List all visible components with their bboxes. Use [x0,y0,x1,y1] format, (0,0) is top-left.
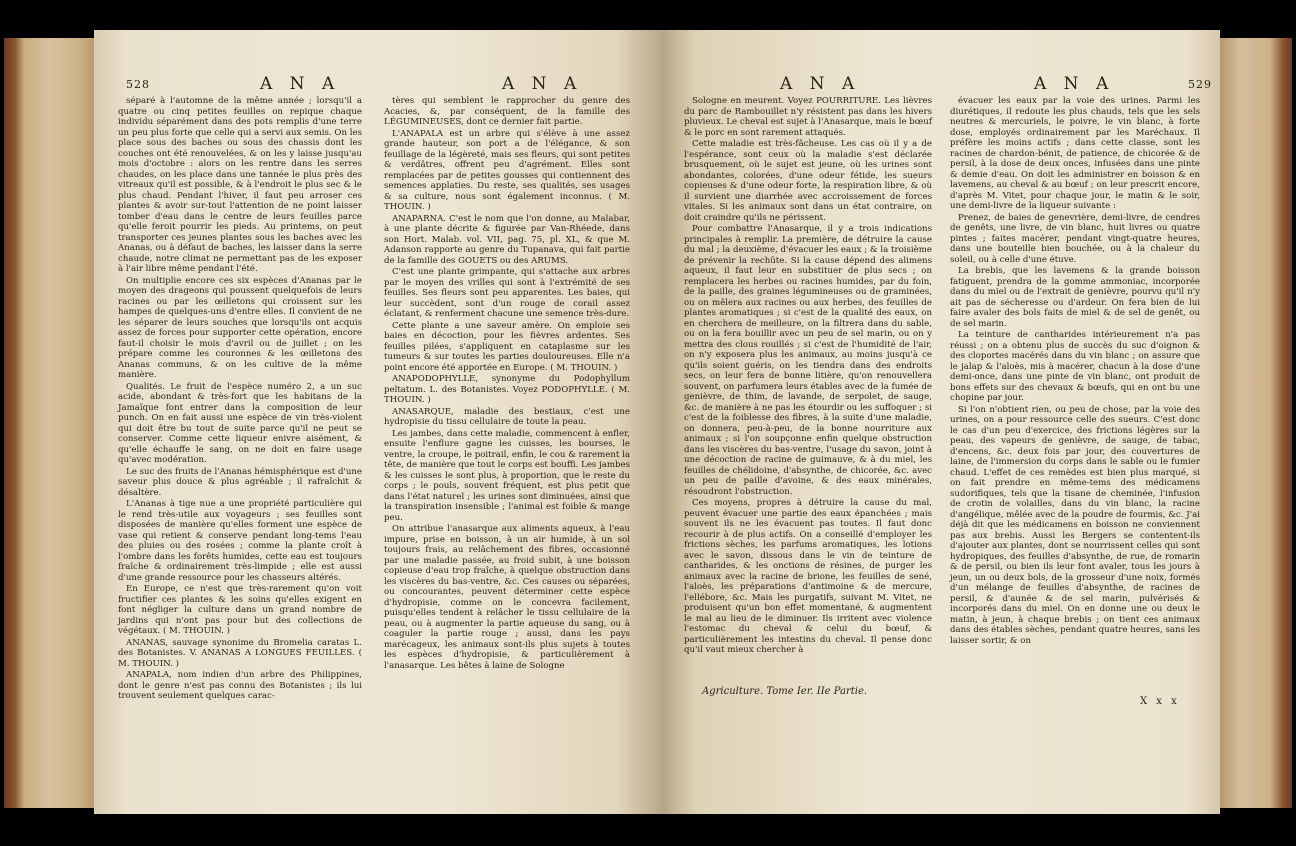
running-head-left: A N A [780,74,861,94]
right-page [662,30,1220,814]
paragraph: Sologne en meurent. Voyez POURRITURE. Les lièvres du parc de Rambouillet n'y résistent pas dans les hivers pluvieux. Le cheval est sujet à l'Anasarque, mais le bœuf & le porc en sont rarement attaqués. [684,96,932,138]
left-page [94,30,662,814]
page-edges-right [1218,38,1292,808]
paragraph: séparé à l'automne de la même année ; lorsqu'il a quatre ou cinq petites feuilles on repique chaque individu séparément dans des pots remplis d'une terre un peu plus forte que celle qui a servi aux semis. On les place sous des baches ou sous des chassis dont les couches ont été renouvelées, & on les y laisse jusqu'au mois d'octobre : alors on les rentre dans les serres chaudes, on les place dans une tannée le plus près des vitreaux qu'il est possible, & à l'endroit le plus sec & le plus chaud. Pendant l'hiver, il faut peu arroser ces plantes & avoir sur-tout l'attention de ne point laisser tomber d'eau dans le centre de leurs feuilles parce qu'elle feroit pourrir les pieds. Au printems, on peut transporter ces jeunes plantes sous les baches avec les Ananas, ou à défaut de baches, les laisser dans la serre chaude, notre climat ne permettant pas de les exposer à l'air libre même pendant l'été. [118,96,362,274]
text-column-1 [684,96,932,657]
paragraph: Les jambes, dans cette maladie, commencent à enfler, ensuite l'enflure gagne les cuisses, les bourses, le ventre, la croupe, le poitrail, enfin, le cou & rarement la tête, de manière que tout le corps est bouffi. Les jambes & les cuisses le sont plus, à proportion, que le reste du corps ; le pouls, souvent fréquent, est plus petit que dans l'état naturel ; les urines sont diminuées, ainsi que la transpiration insensible ; l'animal est foible & mange peu. [384,428,631,523]
open-book [4,30,1292,814]
paragraph: On attribue l'anasarque aux aliments aqueux, à l'eau impure, prise en boisson, à un air humide, à un sol toujours frais, au relâchement des fibres, occasionné par une maladie passée, au froid subit, à une boisson copieuse d'eau trop fraîche, à quelque obstruction dans les viscères du bas-ventre, &c. Ces causes ou séparées, ou concourantes, peuvent déterminer cette espèce d'hydropisie, comme on le concevra facilement, puisqu'elles tendent à relâcher le tissu cellulaire de la peau, ou à augmenter la partie aqueuse du sang, ou à coaguler la partie rouge ; aussi, dans les pays marécageux, les animaux sont-ils plus sujets à toutes les espèces d'hydropisie, & particulièrement à l'anasarque. Les bêtes à laine de Sologne [384,524,630,671]
paragraph: Prenez, de baies de genevrière, demi-livre, de cendres de genêts, une livre, de vin blanc, huit livres ou quatre pintes ; faites macérer, pendant vingt-quatre heures, dans une bouteille bien bouchée, ou à la chaleur du soleil, ou à celle d'une étuve. [950,212,1200,265]
paragraph: ANAPALA, nom indien d'un arbre des Philippines, dont le genre n'est pas connu des Botanistes ; ils lui trouvent seulement quelques carac- [118,670,362,701]
paragraph: Si l'on n'obtient rien, ou peu de chose, par la voie des urines, on a pour ressource celle des sueurs. C'est donc le cas d'un peu d'exercice, des frictions légères sur la peau, des vapeurs de genièvre, de sauge, de tabac, d'encens, &c. deux fois par jour, des couvertures de laine, de l'immersion du corps dans le sable ou le fumier chaud. L'effet de ces remèdes est bien plus marqué, si on fait prendre en même-tems des médicamens sudorifiques, tels que la tisane de cheminée, l'infusion de crotin de volailles, dans du vin blanc, la racine d'angélique, mêlée avec de la poudre de fourmis, &c. J'ai déjà dit que les médicamens en boisson ne conviennent pas aux brebis. Aussi les Bergers se contentent-ils d'ajouter aux plantes, dont se nourrissent celles qui sont hydropiques, des feuilles d'absynthe, de rue, de romarin & de persil, ou bien ils leur font avaler, tous les jours à jeun, un ou deux bols, de la grosseur d'une noix, formés d'un mélange de feuilles d'absynthe, de racines de persil, & d'aunée & de sel marin, pulvérisés & incorporés dans du miel. On en donne une ou deux le matin, à jeun, à chaque brebis ; on tient ces animaux dans des étables sèches, pendant quatre heures, sans les laisser sortir, & on [950,404,1200,646]
paragraph: Ces moyens, propres à détruire la cause du mal, peuvent évacuer une partie des eaux épanchées ; mais souvent ils ne les évacuent pas toutes. Il faut donc recourir à de plus actifs. On a conseillé d'employer les frictions sèches, les parfums aromatiques, les lotions avec le savon, dissous dans le vin de teinture de cantharides, & les onctions de résines, de purger les animaux avec la racine de brione, les feuilles de sené, l'aloès, les préparations d'antimoine & de mercure, l'ellébore, &c. Mais les purgatifs, suivant M. Vitet, ne produisent qu'un bon effet momentané, & augmentent le mal au lieu de le diminuer. Ils irritent avec violence l'estomac du cheval & celui du bœuf, & particulièrement les intestins du cheval. Il pense donc qu'il vaut mieux chercher à [684,498,932,655]
paragraph: La brebis, que les lavemens & la grande boisson fatiguent, prendra de la gomme ammoniac, incorporée dans du miel ou de l'extrait de genièvre, pourvu qu'il n'y ait pas de sécheresse ou d'ardeur. On fera bien de lui faire avaler des bols faits de miel & de sel de genêt, ou de sel marin. [950,266,1200,329]
paragraph: En Europe, ce n'est que très-rarement qu'on voit fructifier ces plantes & les soins qu'elles exigent en font négliger la culture dans un grand nombre de jardins qui n'ont pas pour but des collections de végétaux. ( M. THOUIN. ) [118,584,362,636]
paragraph: ANAPARNA. C'est le nom que l'on donne, au Malabar, à une plante décrite & figurée par Van-Rhéede, dans son Hort. Malab. vol. VII, pag. 75, pl. XL, & que M. Adanson rapporte au genre du Tupanava, qui fait partie de la famille des GOUETS ou des ARUMS. [384,213,630,266]
running-head-right: A N A [502,74,583,94]
text-column-2 [950,96,1200,647]
page-number: 529 [1188,78,1212,91]
paragraph: tères qui semblent le rapprocher du genre des Acacies, &, par conséquent, de la famille des LÉGUMINEUSES, dont ce dernier fait partie. [384,96,630,127]
paragraph: évacuer les eaux par la voie des urines. Parmi les diurétiques, il redoute les plus chauds, tels que les sels neutres & mercuriels, le poivre, le vin blanc, à forte dose, employés ordinairement par les Maréchaux. Il préfère les moins actifs ; dans cette classe, sont les racines de chardon-bénit, de patience, de chicorée & de persil, à la dose de deux onces, infusées dans une pinte & demie d'eau. On doit les administrer en boisson & en lavemens, au cheval & au bœuf ; on leur prescrit encore, d'après M. Vitet, pour chaque jour, le matin & le soir, une demi-livre de la liqueur suivante : [950,96,1200,211]
page-edges-left [4,38,96,808]
paragraph: ANANAS, sauvage synonime du Bromelia caratas L. des Botanistes. V. ANANAS A LONGUES FEUILLES. ( M. THOUIN. ) [118,637,362,669]
paragraph: C'est une plante grimpante, qui s'attache aux arbres par le moyen des vrilles qui sont à l'extrémité de ses feuilles. Ses fleurs sont peu apparentes. Les baies, qui leur succèdent, sont d'un rouge de corail assez éclatant, & renferment chacune une semence très-dure. [384,267,630,319]
running-head-right: A N A [1034,74,1115,94]
paragraph: On multiplie encore ces six espèces d'Ananas par le moyen des drageons qui poussent quelquefois de leurs racines ou par les œilletons qui croissent sur les hampes de quelques-uns d'entre elles. Il convient de ne les séparer de leurs souches que lorsqu'ils ont acquis assez de forces pour supporter cette opération, encore faut-il choisir le mois d'avril ou de juillet ; on les prépare comme les couronnes & les œilletons des Ananas communs, & on les cultive de la même manière. [118,275,362,380]
running-head-left: A N A [260,74,341,94]
paragraph: ANASARQUE, maladie des bestiaux, c'est une hydropisie du tissu cellulaire de toute la peau. [384,406,630,427]
page-number: 528 [126,78,150,91]
signature-mark: X x x [1140,696,1180,707]
paragraph: La teinture de cantharides intérieurement n'a pas réussi ; on a obtenu plus de succès du suc d'oignon & des cloportes macérés dans du vin blanc ; on assure que le jalap & l'aloès, mis à macérer, chacun à la dose d'une demi-once, dans une pinte de vin blanc, ont produit de bons effets sur des chevaux & bœufs, qui en ont bu une chopine par jour. [950,330,1200,403]
paragraph: L'Ananas à tige nue a une propriété particulière qui le rend très-utile aux voyageurs ; ses feuilles sont disposées de manière qu'elles forment une espèce de vase qui retient & conserve pendant long-tems l'eau des pluies ou des rosées ; comme la plante croît à l'ombre dans les forêts humides, cette eau est toujours fraîche & ordinairement très-limpide ; elle est aussi d'une grande ressource pour les chasseurs altérés. [118,499,362,583]
footer-volume: Agriculture. Tome Ier. IIe Partie. [702,686,868,697]
paragraph: Le suc des fruits de l'Ananas hémisphérique est d'une saveur plus douce & plus agréable ; il rafraîchit & désaltère. [118,466,362,498]
paragraph: L'ANAPALA est un arbre qui s'élève à une assez grande hauteur, son port a de l'élégance, & son feuillage de la légèreté, mais ses fleurs, qui sont petites & verdâtres, offrent peu d'agrément. Elles sont remplacées par de petites gousses qui contiennent des semences applaties. Du reste, ses qualités, ses usages & sa culture, nous sont également inconnus. ( M. THOUIN. ) [384,128,630,212]
paragraph: Qualités. Le fruit de l'espèce numéro 2, a un suc acide, abondant & très-fort que les habitans de la Jamaïque font entrer dans la composition de leur punch. On en fait aussi une espèce de vin très-violent qui doit être bu tout de suite parce qu'il ne peut se conserver. Comme cette liqueur enivre aisément, & qu'elle échauffe le sang, on ne doit en faire usage qu'avec modération. [118,381,362,465]
paragraph: ANAPODOPHYLLE, synonyme du Podophyllum peltatum. L. des Botanistes. Voyez PODOPHYLLE. ( M. THOUIN. ) [384,374,630,405]
paragraph: Cette plante a une saveur amère. On emploie ses baies en décoction, pour les fièvres ardentes. Ses feuilles pilées, s'appliquent en cataplasme sur les tumeurs & sur toutes les parties douloureuses. Elle n'a point encore été apportée en Europe. ( M. THOUIN. ) [384,320,630,373]
text-column-2 [384,96,630,672]
text-column-1 [118,96,362,703]
paragraph: Cette maladie est très-fâcheuse. Les cas où il y a de l'espérance, sont ceux où la maladie s'est déclarée brusquement, où le sujet est jeune, où les urines sont abondantes, colorées, d'une odeur fétide, les sueurs copieuses & d'une odeur forte, la respiration libre, & où il survient une diarrhée avec accroissement de forces vitales. Si les animaux sont dans un état contraire, on doit craindre qu'ils ne périssent. [684,139,932,223]
paragraph: Pour combattre l'Anasarque, il y a trois indications principales à remplir. La première, de détruire la cause du mal ; la deuxième, d'évacuer les eaux ; & la troisième de prévenir la rechûte. Si la cause dépend des alimens aqueux, il faut leur en substituer de plus secs ; on remplacera les herbes ou racines humides, par du foin, de la paille, des graines légumineuses ou de graminées, ou on mêlera aux racines ou aux herbes, des feuilles de plantes aromatiques ; si c'est de la qualité des eaux, on en cherchera de meilleure, on la filtrera dans du sable, ou on la fera bouillir avec un peu de sel marin, ou on y mettra des clous rouillés ; si c'est de l'humidité de l'air, on n'y exposera plus les animaux, au moins jusqu'à ce qu'ils soient guéris, on les tiendra dans des endroits secs, on leur fera de bonne litière, qu'on renouvellera souvent, on parfumera leurs étables avec de la fumée de genièvre, de thim, de lavande, de serpolet, de sauge, &c. de manière à ne pas les étourdir ou les suffoquer ; si c'est de la foiblesse des fibres, à la suite d'une maladie, on donnera, peu-à-peu, de la bonne nourriture aux animaux ; si l'on soupçonne enfin quelque obstruction dans les viscères du bas-ventre, l'usage du savon, joint à une décoction de racine de guimauve, & à du miel, les feuilles de chélidoine, d'absynthe, de chicorée, &c. avec un peu de paille d'avoine, & des eaux minérales, résoudront l'obstruction. [684,224,932,497]
